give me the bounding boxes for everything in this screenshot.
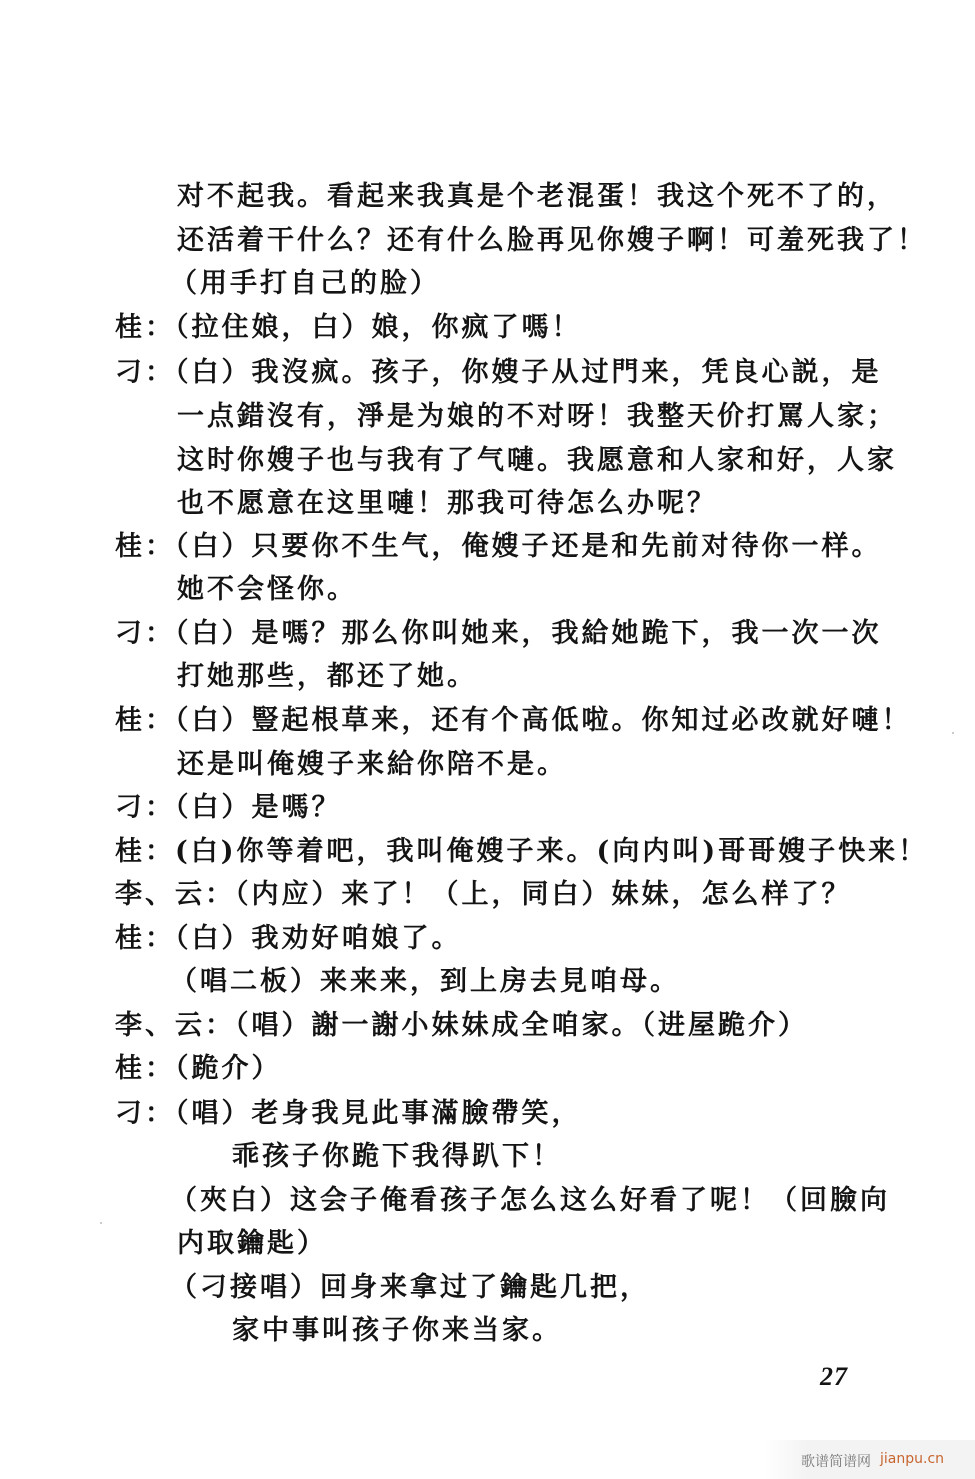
dialogue-line	[115, 1009, 808, 1043]
scan-speck	[952, 732, 954, 734]
line-text: （白）豎起根草来，还有个高低啦。你知过必改就好嗹！	[175, 705, 912, 736]
dialogue-line	[115, 311, 582, 345]
dialogue-line	[115, 922, 462, 956]
line-text: （夾白）这会子俺看孩子怎么这么好看了呢！（回臉向	[170, 1185, 890, 1216]
line-text: （刁接唱）回身来拿过了鑰匙几把，	[170, 1272, 650, 1303]
line-text: （唱）謝一謝小妹妹成全咱家。（进屋跪介）	[235, 1010, 808, 1041]
speaker-label: 刁：	[115, 357, 175, 388]
speaker-label: 桂：	[115, 836, 175, 867]
dialogue-line	[115, 356, 882, 390]
continuation-line	[170, 267, 440, 301]
line-text: 这时你嫂子也与我有了气嗹。我愿意和人家和好，人家	[177, 445, 897, 476]
continuation-line	[177, 180, 897, 214]
line-text: （白）我劝好咱娘了。	[175, 923, 462, 954]
continuation-line	[177, 487, 717, 521]
continuation-line	[177, 224, 927, 258]
line-text: （拉住娘，白）娘，你疯了嗎！	[175, 312, 582, 343]
speaker-label: 桂：	[115, 923, 175, 954]
scan-speck	[100, 1222, 102, 1224]
line-text: （白）我沒疯。孩子，你嫂子从过門来，凭良心説，是	[175, 357, 882, 388]
watermark-site-name: 歌谱简谱网	[801, 1454, 871, 1470]
line-text: 也不愿意在这里嗹！那我可待怎么办呢？	[177, 488, 717, 519]
speaker-label: 李、云：	[115, 879, 235, 910]
continuation-line	[170, 1184, 890, 1218]
continuation-line	[170, 1271, 650, 1305]
line-text: （内应）来了！（上，同白）妹妹，怎么样了？	[235, 879, 852, 910]
continuation-line	[177, 660, 477, 694]
line-text: 她不会怪你。	[177, 574, 357, 605]
speaker-label: 刁：	[115, 792, 175, 823]
continuation-line	[177, 573, 357, 607]
line-text: (白)你等着吧，我叫俺嫂子来。(向内叫)哥哥嫂子快来！	[175, 836, 929, 867]
continuation-line	[177, 1227, 327, 1261]
continuation-line	[232, 1314, 562, 1348]
watermark	[765, 1440, 975, 1479]
dialogue-line	[115, 791, 342, 825]
line-text: 一点錯沒有，淨是为娘的不对呀！我整天价打罵人家；	[177, 401, 897, 432]
speaker-label: 刁：	[115, 618, 175, 649]
line-text: （白）只要你不生气，俺嫂子还是和先前对待你一样。	[175, 531, 882, 562]
line-text: （唱）老身我見此事滿臉帶笑，	[175, 1098, 582, 1129]
dialogue-line	[115, 530, 882, 564]
line-text: 内取鑰匙）	[177, 1228, 327, 1259]
dialogue-line	[115, 878, 852, 912]
speaker-label: 李、云：	[115, 1010, 235, 1041]
dialogue-line	[115, 1097, 582, 1131]
line-text: 还活着干什么？还有什么脸再见你嫂子啊！可羞死我了！	[177, 225, 927, 256]
line-text: 家中事叫孩子你来当家。	[232, 1315, 562, 1346]
line-text: （唱二板）来来来，到上房去見咱母。	[170, 966, 680, 997]
line-text: 还是叫俺嫂子来給你陪不是。	[177, 749, 567, 780]
dialogue-line	[115, 704, 912, 738]
continuation-line	[177, 444, 897, 478]
dialogue-line	[115, 1052, 282, 1086]
line-text: 对不起我。看起来我真是个老混蛋！我这个死不了的，	[177, 181, 897, 212]
dialogue-line	[115, 617, 882, 651]
page-number: 27	[820, 1362, 848, 1391]
speaker-label: 桂：	[115, 1053, 175, 1084]
watermark-domain: jianpu.cn	[880, 1451, 945, 1467]
line-text: （跪介）	[175, 1053, 282, 1084]
speaker-label: 桂：	[115, 705, 175, 736]
speaker-label: 桂：	[115, 531, 175, 562]
continuation-line	[177, 748, 567, 782]
line-text: （白）是嗎？那么你叫她来，我給她跪下，我一次一次	[175, 618, 882, 649]
speaker-label: 刁：	[115, 1098, 175, 1129]
continuation-line	[170, 965, 680, 999]
line-text: （用手打自己的脸）	[170, 268, 440, 299]
line-text: （白）是嗎？	[175, 792, 342, 823]
speaker-label: 桂：	[115, 312, 175, 343]
continuation-line	[177, 400, 897, 434]
dialogue-line	[115, 835, 928, 869]
line-text: 乖孩子你跪下我得趴下！	[232, 1141, 562, 1172]
line-text: 打她那些，都还了她。	[177, 661, 477, 692]
continuation-line	[232, 1140, 562, 1174]
